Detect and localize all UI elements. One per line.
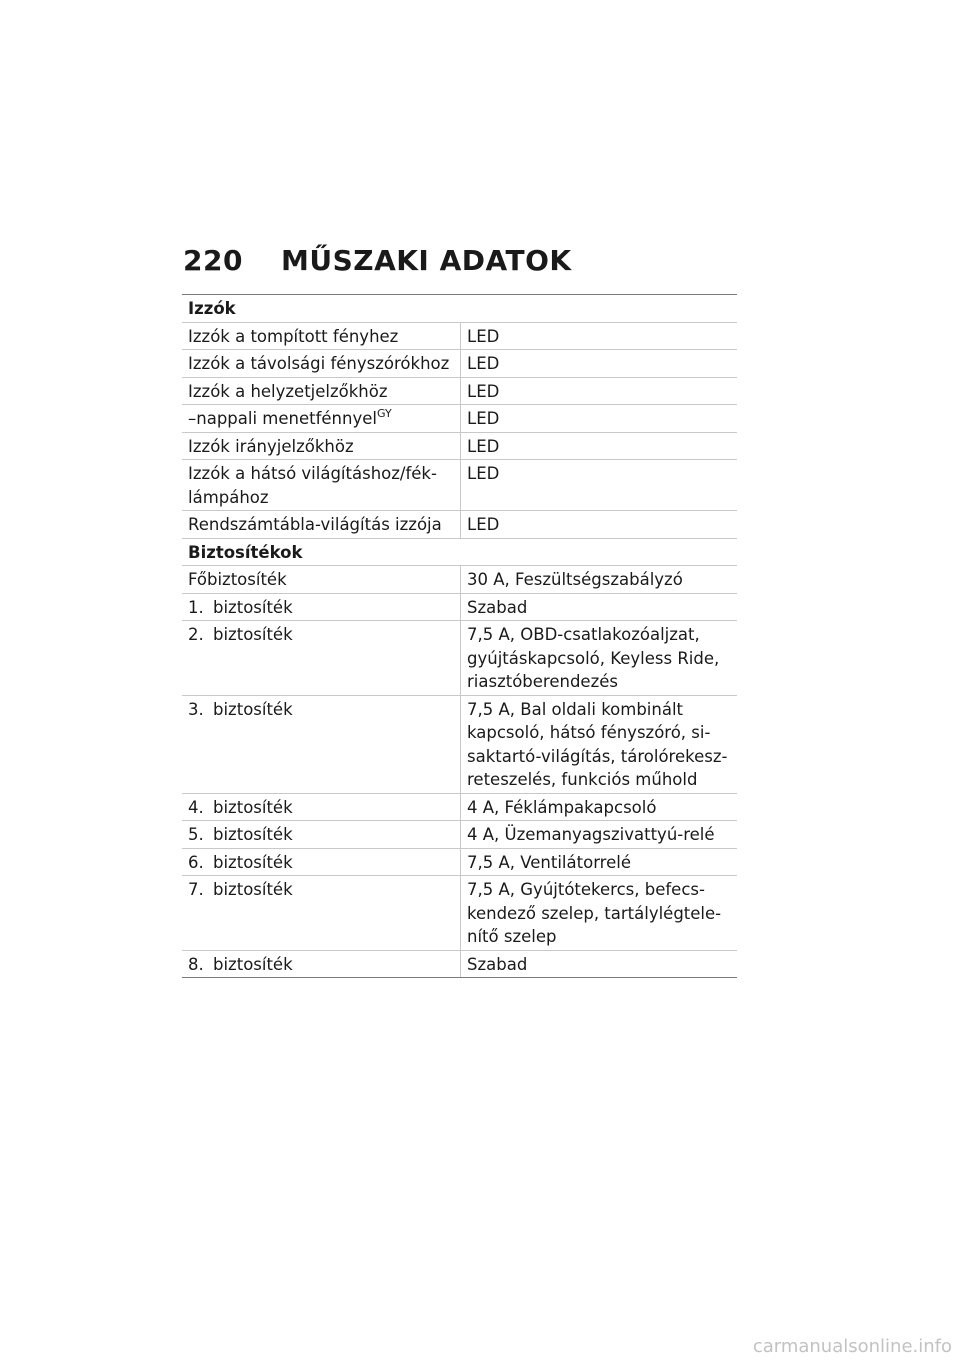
table-row [182,432,737,460]
row-value: 4 A, Üzemanyagszivattyú-relé [461,821,738,849]
table-row [182,621,737,696]
fuse-number: 7. [188,880,204,899]
fuse-number: 6. [188,852,204,872]
row-value: 4 A, Féklámpakapcsoló [461,793,738,821]
row-label: Izzók a helyzetjelzőkhöz [182,377,461,405]
row-value: Szabad [461,950,738,978]
table-row [182,821,737,849]
table-row [182,405,737,433]
section-title: Biztosítékok [182,538,737,566]
fuse-label [182,821,461,849]
row-value: 7,5 A, OBD-csatlakozóaljzat, gyújtáskapcsoló, Keyless Ride, riasztóberendezés [461,621,738,696]
fuse-label [182,848,461,876]
row-value: LED [461,377,738,405]
country-superscript: GY [376,407,392,420]
row-label: biztosíték [213,954,293,974]
watermark-text: carmanualsonline.info [752,1336,952,1357]
fuse-label [182,876,461,951]
row-label: Izzók a távolsági fényszórókhoz [182,350,461,378]
row-value: Szabad [461,593,738,621]
fuse-number: 8. [188,954,204,974]
row-label: biztosíték [213,797,293,817]
row-value: LED [461,322,738,350]
table-row [182,793,737,821]
fuse-number: 3. [188,699,204,719]
row-label: Izzók a hátsó világításhoz/fék-lámpához [182,460,461,511]
fuse-number: 4. [188,797,204,817]
row-value: LED [461,405,738,433]
fuse-label [182,950,461,978]
table-row [182,566,737,594]
section-header-bulbs [182,295,737,323]
fuse-label [182,593,461,621]
row-value: 7,5 A, Ventilátorrelé [461,848,738,876]
spec-table [182,294,737,978]
table-row [182,460,737,511]
table-row [182,377,737,405]
row-label: biztosíték [213,880,293,899]
fuse-label [182,621,461,696]
table-row [182,511,737,539]
fuse-number: 1. [188,597,204,617]
row-value: LED [461,511,738,539]
row-value: LED [461,350,738,378]
section-header-fuses [182,538,737,566]
row-label: biztosíték [213,625,293,644]
table-row [182,322,737,350]
table-row [182,950,737,978]
table-row [182,876,737,951]
fuse-label [182,793,461,821]
row-value: LED [461,460,738,511]
table-row [182,848,737,876]
row-value: 30 A, Feszültségszabályzó [461,566,738,594]
fuse-number: 2. [188,625,204,644]
row-label: Főbiztosíték [182,566,461,594]
row-label: Izzók irányjelzőkhöz [182,432,461,460]
page-title: MŰSZAKI ADATOK [281,244,572,277]
table-row [182,695,737,793]
page-header [183,244,572,277]
table-row [182,350,737,378]
table-row [182,593,737,621]
row-value: 7,5 A, Gyújtótekercs, befecs-kendező szelep, tartálylégtele-nítő szelep [461,876,738,951]
row-label: Izzók a tompított fényhez [182,322,461,350]
row-label: biztosíték [213,699,293,719]
fuse-label [182,695,461,793]
row-label: biztosíték [213,852,293,872]
row-label: –nappali menetfénnyel [188,409,377,428]
fuse-number: 5. [188,825,204,844]
row-label: Rendszámtábla-világítás izzója [182,511,461,539]
section-title: Izzók [182,295,737,323]
row-label-with-superscript [182,405,461,433]
page-number: 220 [183,244,243,277]
row-label: biztosíték [213,597,293,617]
row-value: 7,5 A, Bal oldali kombinált kapcsoló, hátsó fényszóró, si-saktartó-világítás, tárolórekesz-reteszelés, funkciós műhold [461,695,738,793]
row-value: LED [461,432,738,460]
row-label: biztosíték [213,825,293,844]
